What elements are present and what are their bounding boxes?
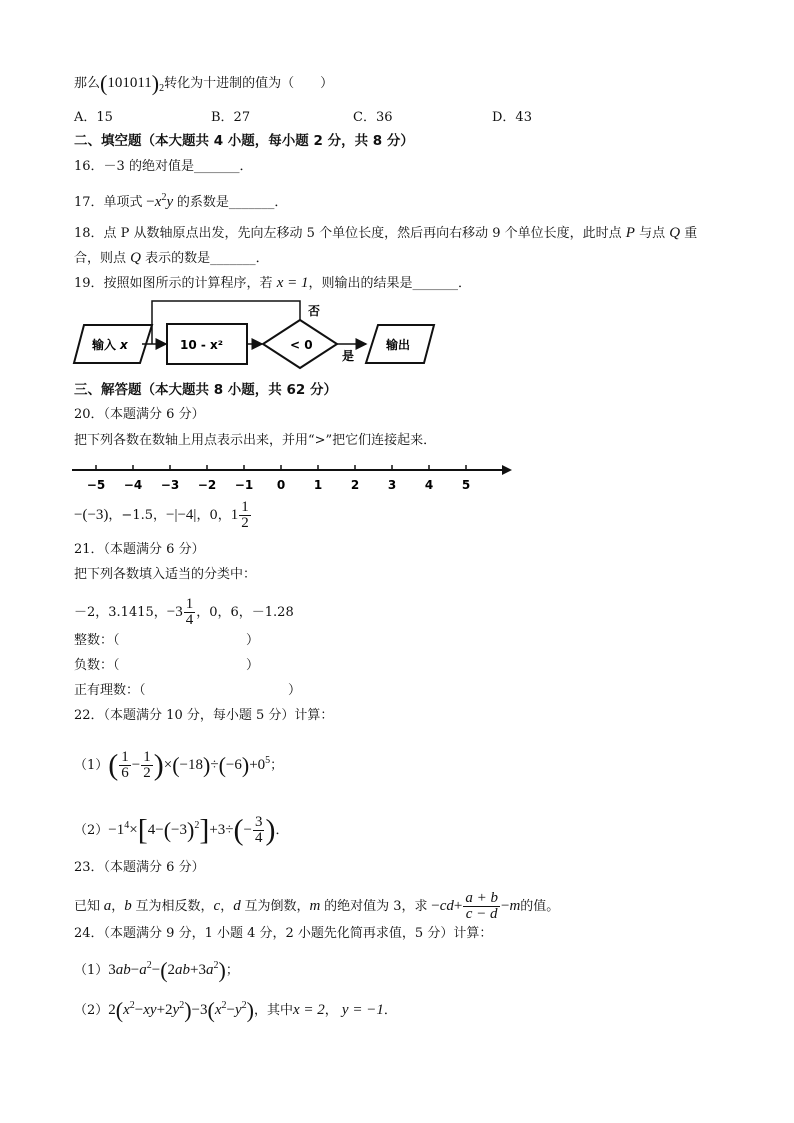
expression-23: −cd+ $\frac{a + b}{c - d}$ −m xyxy=(427,890,521,922)
option-b: B．27 xyxy=(211,110,251,125)
q24-title: 24．（本题满分 9 分，1 小题 4 分，2 小题先化简再求值，5 分）计算： xyxy=(74,926,493,941)
q24-part1: $(1)3ab-a^2-(2ab+3a^2)$； xyxy=(74,957,239,983)
expression-24-1: $3ab-a^2-(2ab+3a^2)$ xyxy=(108,957,226,983)
question-19: 19．按照如图所示的计算程序，若 x = 1，则输出的结果是_______． xyxy=(74,275,471,291)
tick-label: 4 xyxy=(424,478,434,492)
tick-label: 0 xyxy=(276,478,286,492)
decision-label: < 0 xyxy=(290,338,313,352)
section-heading-fill-blank: 二、填空题（本大题共 4 小题，每小题 2 分，共 8 分） xyxy=(74,133,414,149)
expression-22-2: $-1^4\times[4-(-3)^2]+3\div(-$ $\frac{3}{4}$ ) xyxy=(108,813,276,847)
section-heading-solutions: 三、解答题（本大题共 8 小题，共 62 分） xyxy=(74,382,337,398)
question-18-line2: 合，则点 Q 表示的数是_______． xyxy=(74,250,269,266)
yes-label: 是 xyxy=(342,349,355,363)
q22-part1: （1）( $\frac{1}{6}$ − $\frac{1}{2}$ )$\times(-18)\div(-6)+0^5$； xyxy=(74,748,284,782)
question-16: 16．－3 的绝对值是_______． xyxy=(74,159,253,174)
tick-label: −5 xyxy=(86,478,106,492)
question-18-line1: 18．点 P 从数轴原点出发，先向左移动 5 个单位长度，然后再向右移动 9 个单位长度，此时点 P 与点 Q 重 xyxy=(74,225,698,241)
expression-24-2: $2(x^2-xy+2y^2)-3(x^2-y^2)$ xyxy=(108,997,254,1023)
loop-back-line xyxy=(152,301,300,344)
q23-text: 已知 a，b 互为相反数，c，d 互为倒数，m 的绝对值为 3，求 −cd+ $\frac{a + b}{c - d}$ −m的值。 xyxy=(74,890,560,922)
q24-part2: $(2)2(x^2-xy+2y^2)-3(x^2-y^2)$，其中x = 2， y = −1． xyxy=(74,997,397,1023)
no-label: 否 xyxy=(308,304,321,318)
option-a: A．15 xyxy=(74,110,113,125)
q22-title: 22．（本题满分 10 分，每小题 5 分）计算： xyxy=(74,708,334,723)
q20-title: 20．（本题满分 6 分） xyxy=(74,407,205,422)
tick-label: 3 xyxy=(387,478,397,492)
option-c: C．36 xyxy=(353,110,393,125)
tick-label: 1 xyxy=(313,478,323,492)
q21-numbers: －2，3.1415，−3 $\frac{1}{4}$ ，0，6，－1.28 xyxy=(74,596,294,628)
tick-label: −2 xyxy=(197,478,217,492)
fraction-one-quarter: $\frac{1}{4}$ xyxy=(185,596,194,628)
option-d: D．43 xyxy=(492,110,532,125)
process-label: 10 - x² xyxy=(180,338,224,352)
q21-title: 21．（本题满分 6 分） xyxy=(74,542,205,557)
tick-label: −3 xyxy=(160,478,180,492)
q22-part2: $(2)-1^4\times[4-(-3)^2]+3\div(-$ $\frac{3}{4}$ )． xyxy=(74,813,289,847)
category-negatives: 负数：（ ） xyxy=(74,658,260,673)
tick-label: 2 xyxy=(350,478,360,492)
fraction-one-half: $\frac{1}{2}$ xyxy=(241,499,249,531)
q23-title: 23．（本题满分 6 分） xyxy=(74,860,205,875)
q15-stem: 那么$(101011)_2$转化为十进制的值为（ ） xyxy=(74,70,334,96)
monomial: $-x^2y$ xyxy=(142,192,174,210)
q20-numbers: −(−3)，−1.5，−|−4|，0，1 $\frac{1}{2}$ xyxy=(74,499,249,531)
binary-number: $(101011)_2$ xyxy=(100,70,165,96)
svg-text:x: x xyxy=(120,338,128,352)
output-label: 输出 xyxy=(386,338,411,352)
flowchart xyxy=(70,296,450,376)
q20-instruction: 把下列各数在数轴上用点表示出来，并用“>”把它们连接起来． xyxy=(74,433,437,448)
category-positive-rationals: 正有理数：（ ） xyxy=(74,683,302,698)
tick-label: −4 xyxy=(123,478,143,492)
tick-label: −1 xyxy=(234,478,254,492)
expression-22-1: ( $\frac{1}{6}$ − $\frac{1}{2}$ )$\times(-18)\div(-6)+0^5$ xyxy=(108,748,271,782)
input-label: 输入 xyxy=(92,338,117,352)
number-line-arrow xyxy=(502,465,512,475)
number-line xyxy=(70,458,520,494)
q21-instruction: 把下列各数填入适当的分类中： xyxy=(74,567,257,582)
tick-label: 5 xyxy=(461,478,471,492)
question-17: 17．单项式 $-x^2y$ 的系数是_______． xyxy=(74,192,288,210)
category-integers: 整数：（ ） xyxy=(74,633,260,648)
